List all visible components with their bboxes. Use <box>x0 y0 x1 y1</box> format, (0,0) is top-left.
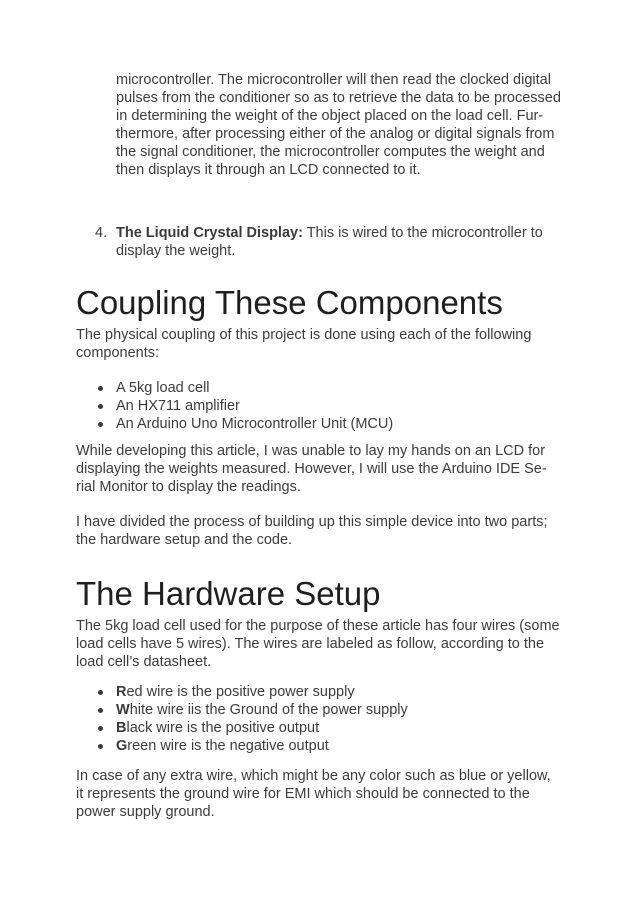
list-item <box>98 719 408 737</box>
list-number: 4. <box>95 225 108 241</box>
list-item <box>98 701 408 719</box>
text-line: load cell’s datasheet. <box>76 654 212 670</box>
list-item <box>98 737 408 755</box>
coupling-paragraph-3 <box>76 513 548 549</box>
continuation-paragraph <box>116 71 561 179</box>
text-line: displaying the weights measured. However, I will use the Arduino IDE Se- <box>76 461 547 477</box>
bullet-icon <box>98 726 103 731</box>
list-item <box>98 397 393 415</box>
coupling-paragraph-2 <box>76 442 547 496</box>
text-line: the signal conditioner, the microcontroller computes the weight and <box>116 144 545 160</box>
hardware-intro-paragraph <box>76 617 560 671</box>
list-item-text: An Arduino Uno Microcontroller Unit (MCU) <box>116 416 394 432</box>
text-line: In case of any extra wire, which might be any color such as blue or yellow, <box>76 768 551 784</box>
list-item-body <box>116 224 543 260</box>
text-line: components: <box>76 345 160 361</box>
text-line: The physical coupling of this project is done using each of the following <box>76 327 532 343</box>
text-line: the hardware setup and the code. <box>76 532 293 548</box>
text-line: power supply ground. <box>76 804 215 820</box>
text-line: load cells have 5 wires). The wires are labeled as follow, according to the <box>76 636 545 652</box>
bold-label: The Liquid Crystal Display: <box>116 225 303 241</box>
text-line: rial Monitor to display the readings. <box>76 479 301 495</box>
text-line: pulses from the conditioner so as to retrieve the data to be processed <box>116 90 561 106</box>
text-line: thermore, after processing either of the analog or digital signals from <box>116 126 555 142</box>
wire-initial: R <box>116 684 127 700</box>
bullet-icon <box>98 744 103 749</box>
list-item-text: An HX711 amplifier <box>116 398 240 414</box>
wires-list <box>98 683 408 755</box>
coupling-intro-paragraph <box>76 326 531 362</box>
list-item <box>98 415 393 433</box>
bullet-icon <box>98 386 103 391</box>
wire-initial: G <box>116 738 128 754</box>
list-item <box>98 683 408 701</box>
section-heading-hardware: The Hardware Setup <box>76 575 381 612</box>
bullet-icon <box>98 422 103 427</box>
text-line <box>116 224 543 242</box>
list-item <box>98 379 393 397</box>
list-item-text: A 5kg load cell <box>116 380 210 396</box>
text-line: The 5kg load cell used for the purpose of these article has four wires (some <box>76 618 560 634</box>
text-line: in determining the weight of the object placed on the load cell. Fur- <box>116 108 544 124</box>
wire-initial: B <box>116 720 127 736</box>
hardware-outro-paragraph <box>76 767 551 821</box>
text-line: While developing this article, I was unable to lay my hands on an LCD for <box>76 443 546 459</box>
bullet-icon <box>98 708 103 713</box>
section-heading-coupling: Coupling These Components <box>76 284 503 321</box>
list-item-text: hite wire iis the Ground of the power supply <box>129 702 408 718</box>
bullet-icon <box>98 690 103 695</box>
list-item-text: reen wire is the negative output <box>127 738 329 754</box>
text-line: it represents the ground wire for EMI which should be connected to the <box>76 786 530 802</box>
text-line: I have divided the process of building up this simple device into two parts; <box>76 514 548 530</box>
list-item-text: lack wire is the positive output <box>126 720 320 736</box>
text-line: then displays it through an LCD connected to it. <box>116 162 421 178</box>
bullet-icon <box>98 404 103 409</box>
text-line: microcontroller. The microcontroller will then read the clocked digital <box>116 72 551 88</box>
item-text: This is wired to the microcontroller to <box>302 225 543 241</box>
text-line: display the weight. <box>116 243 236 259</box>
components-list <box>98 379 393 433</box>
wire-initial: W <box>116 702 130 718</box>
list-item-text: ed wire is the positive power supply <box>126 684 355 700</box>
